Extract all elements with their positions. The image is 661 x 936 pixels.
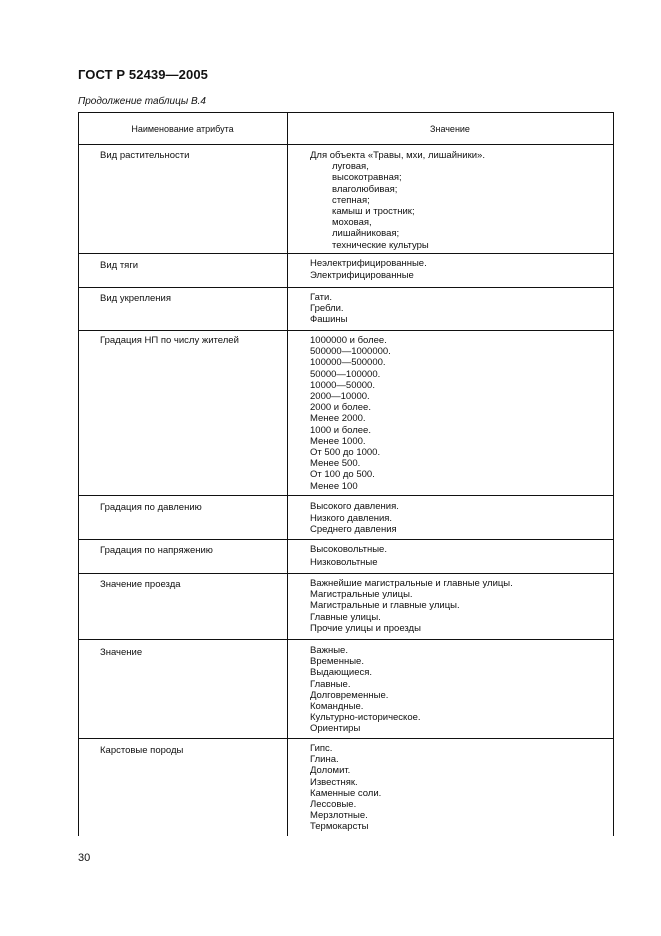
value-item: Менее 1000. [310, 435, 366, 447]
row-values [310, 292, 348, 326]
value-item: 50000—100000. [310, 368, 381, 380]
value-item: Каменные соли. [310, 787, 382, 799]
value-item: моховая, [332, 217, 372, 229]
value-item: Для объекта «Травы, мхи, лишайники». [310, 150, 485, 161]
value-item: луговая, [332, 161, 369, 173]
value-item: Лессовые. [310, 799, 357, 811]
row-separator [78, 539, 614, 540]
row-separator [78, 287, 614, 288]
row-attribute-name: Вид тяги [100, 260, 139, 271]
value-item: Менее 2000. [310, 413, 366, 425]
table-border-left [78, 112, 79, 836]
value-item: 2000 и более. [310, 402, 371, 414]
row-values [310, 743, 381, 833]
value-item: Высоковольтные. [310, 544, 387, 555]
table-column-divider [287, 112, 288, 836]
value-item: Временные. [310, 656, 364, 668]
attribute-table [78, 112, 614, 836]
row-separator [78, 495, 614, 496]
value-item: Ориентиры [310, 723, 361, 735]
value-item: От 500 до 1000. [310, 447, 381, 459]
value-item: Магистральные и главные улицы. [310, 600, 460, 612]
value-item: Низкого давления. [310, 512, 393, 524]
value-item: Выдающиеся. [310, 667, 373, 679]
row-separator [78, 573, 614, 574]
value-item: 1000 и более. [310, 424, 371, 436]
value-item: Главные улицы. [310, 611, 381, 623]
value-item: Менее 100 [310, 480, 358, 492]
value-item: 2000—10000. [310, 391, 370, 403]
value-item: От 100 до 500. [310, 469, 375, 481]
document-header: ГОСТ Р 52439—2005 [78, 67, 208, 82]
value-item: Фашины [310, 314, 348, 326]
row-attribute-name: Градация по напряжению [100, 545, 213, 556]
value-item: Важнейшие магистральные и главные улицы. [310, 578, 513, 589]
column-header-attribute: Наименование атрибута [131, 124, 234, 134]
row-attribute-name: Значение проезда [100, 579, 181, 590]
row-attribute-name: Карстовые породы [100, 745, 184, 756]
value-item: Важные. [310, 645, 348, 656]
row-separator [78, 330, 614, 331]
value-item: Гати. [310, 292, 332, 303]
value-item: Мерзлотные. [310, 810, 368, 822]
row-values [310, 578, 513, 634]
value-item: 100000—500000. [310, 357, 386, 369]
header-separator [78, 144, 614, 145]
value-item: Электрифицированные [310, 270, 414, 281]
value-item: Прочие улицы и проезды [310, 622, 421, 634]
value-item: Доломит. [310, 765, 351, 777]
value-item: 500000—1000000. [310, 346, 391, 358]
row-separator [78, 253, 614, 254]
row-attribute-name: Градация НП по числу жителей [100, 335, 239, 346]
value-item: Культурно-историческое. [310, 712, 421, 724]
row-attribute-name: Градация по давлению [100, 502, 202, 513]
row-attribute-name: Вид растительности [100, 150, 190, 161]
row-values [310, 645, 421, 735]
value-item: Среднего давления [310, 524, 397, 535]
value-item: степная; [332, 194, 370, 206]
value-item: Магистральные улицы. [310, 589, 413, 601]
value-item: Долговременные. [310, 689, 389, 701]
row-separator [78, 738, 614, 739]
value-item: 10000—50000. [310, 379, 375, 391]
value-item: Главные. [310, 678, 351, 690]
value-item: камыш и тростник; [332, 206, 415, 218]
table-border-top [78, 112, 614, 113]
value-item: Неэлектрифицированные. [310, 258, 427, 269]
table-caption: Продолжение таблицы В.4 [78, 96, 206, 107]
row-values [310, 150, 485, 251]
column-header-value: Значение [430, 124, 470, 134]
value-item: технические культуры [332, 239, 429, 251]
row-attribute-name: Вид укрепления [100, 293, 171, 304]
row-attribute-name: Значение [100, 647, 143, 658]
value-item: лишайниковая; [332, 228, 400, 240]
value-item: Гребли. [310, 303, 344, 315]
row-values [310, 335, 391, 492]
value-item: Термокарсты [310, 821, 369, 833]
row-values [310, 258, 427, 282]
value-item: влаголюбивая; [332, 183, 398, 195]
value-item: Глина. [310, 754, 339, 766]
value-item: 1000000 и более. [310, 335, 387, 346]
value-item: Гипс. [310, 743, 333, 754]
value-item: высокотравная; [332, 172, 402, 184]
table-border-right [613, 112, 614, 836]
row-values [310, 544, 387, 569]
value-item: Известняк. [310, 776, 358, 788]
value-item: Командные. [310, 701, 364, 713]
row-separator [78, 639, 614, 640]
value-item: Высокого давления. [310, 501, 399, 512]
value-item: Низковольтные [310, 556, 378, 568]
page-number: 30 [78, 852, 91, 864]
row-values [310, 501, 399, 536]
value-item: Менее 500. [310, 458, 361, 470]
